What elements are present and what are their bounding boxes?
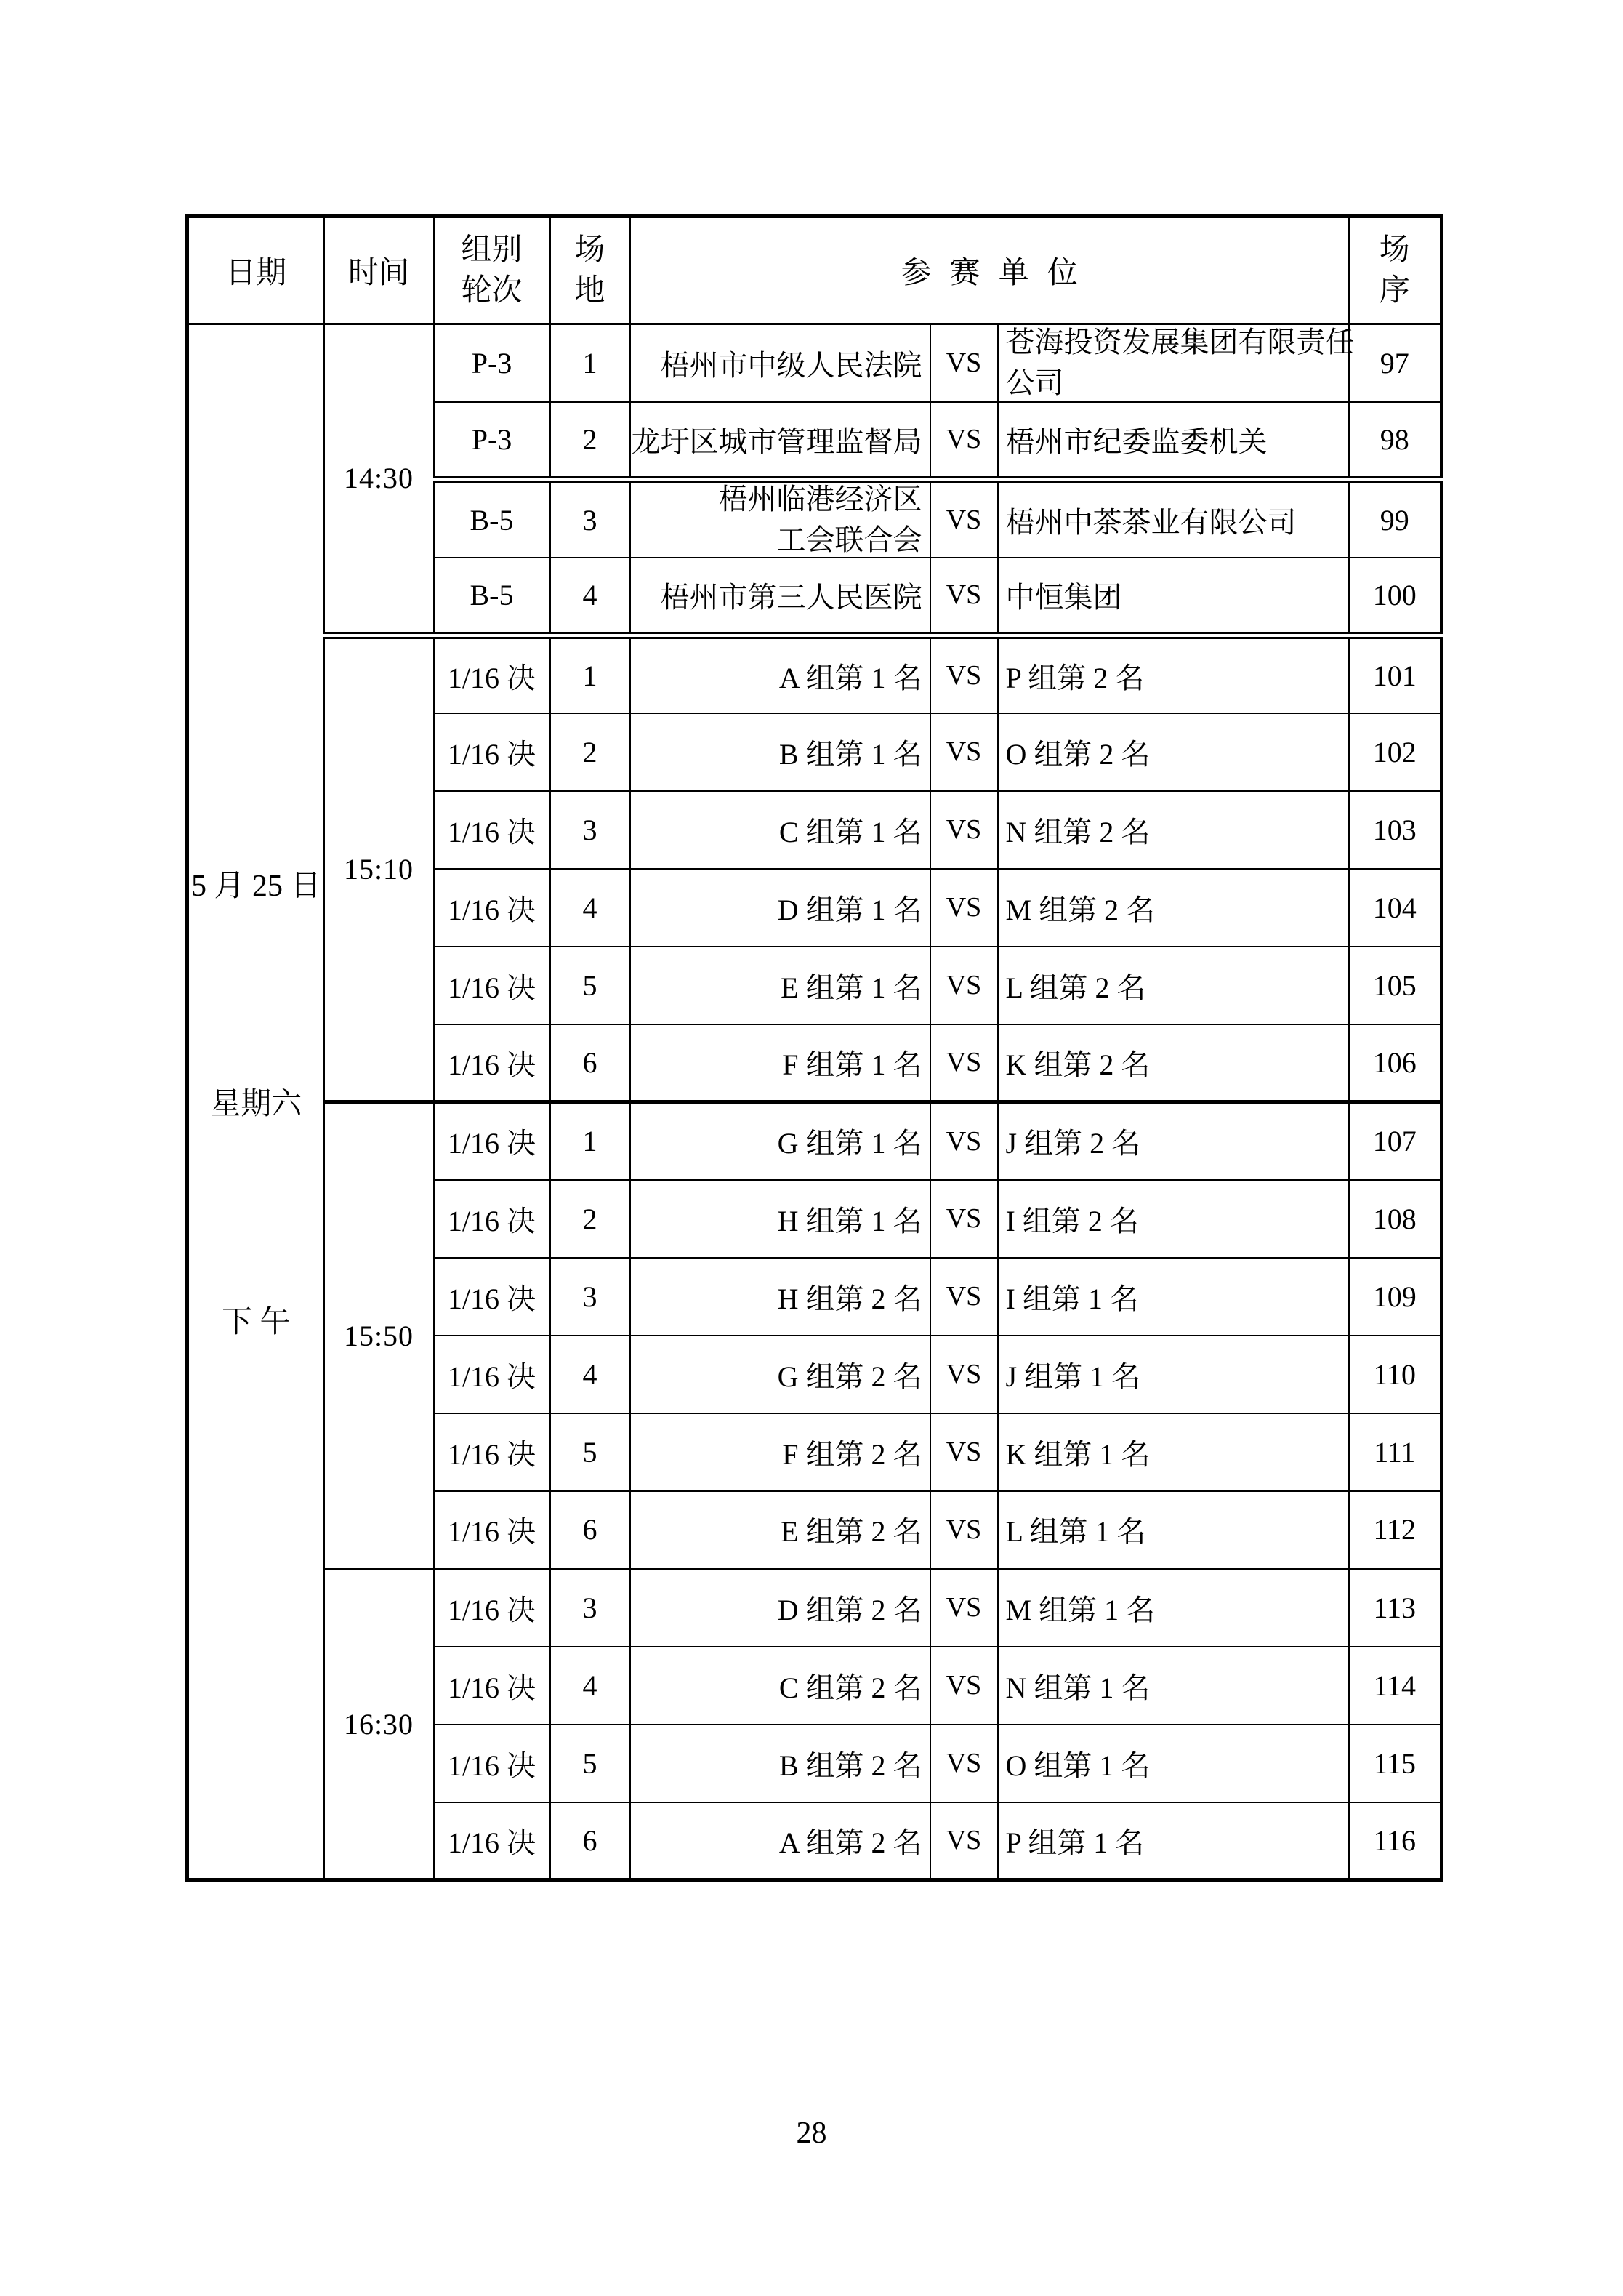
team1-line1: A 组第 1 名 [778, 661, 922, 694]
vs-cell: VS [930, 1647, 998, 1725]
group-round-cell: P-3 [434, 402, 550, 480]
vs-cell: VS [930, 324, 998, 402]
team2-cell [998, 1413, 1349, 1491]
match-number-cell: 116 [1349, 1802, 1442, 1880]
team2-text [1006, 1587, 1348, 1629]
team1-line1: D 组第 2 名 [777, 1593, 922, 1626]
group-round-cell: 1/16 决 [434, 1413, 550, 1491]
time-cell: 16:30 [324, 1569, 434, 1880]
court-cell: 4 [550, 869, 630, 947]
team2-text [1006, 1665, 1348, 1706]
group-round-cell: 1/16 决 [434, 1102, 550, 1180]
match-number-cell: 108 [1349, 1180, 1442, 1258]
team1-line1: E 组第 1 名 [781, 971, 922, 1004]
match-number-cell: 102 [1349, 713, 1442, 791]
team2-text [1006, 1509, 1348, 1550]
team1-cell [630, 947, 930, 1024]
team2-cell [998, 1647, 1349, 1725]
team1-line1: 梧州市中级人民法院 [660, 348, 922, 382]
vs-cell: VS [930, 1802, 998, 1880]
team1-text [631, 342, 922, 384]
group-round-cell: 1/16 决 [434, 635, 550, 713]
match-number-cell: 112 [1349, 1491, 1442, 1569]
team1-cell [630, 791, 930, 869]
team2-text [1006, 965, 1348, 1006]
team2-line1: N 组第 1 名 [1005, 1671, 1151, 1704]
team2-cell [998, 1491, 1349, 1569]
vs-cell: VS [930, 791, 998, 869]
group-round-cell: B-5 [434, 558, 550, 635]
header-row [188, 217, 1442, 324]
team1-cell [630, 402, 930, 480]
match-number-cell: 109 [1349, 1258, 1442, 1336]
court-cell: 6 [550, 1024, 630, 1102]
team1-text [631, 1509, 922, 1550]
team2-text [1006, 1276, 1348, 1317]
date-label: 5 月 25 日 [190, 870, 321, 903]
vs-cell: VS [930, 713, 998, 791]
team1-cell [630, 1258, 930, 1336]
team1-cell [630, 1413, 930, 1491]
court-cell: 5 [550, 947, 630, 1024]
court-cell: 5 [550, 1725, 630, 1802]
team2-line1: K 组第 1 名 [1005, 1437, 1151, 1471]
group-round-cell: 1/16 决 [434, 1647, 550, 1725]
team2-line1: J 组第 1 名 [1005, 1360, 1141, 1393]
header-match-number-line1: 场 [1379, 233, 1410, 267]
court-cell: 5 [550, 1413, 630, 1491]
team2-line1: M 组第 2 名 [1005, 893, 1156, 926]
header-court-line1: 场 [574, 233, 605, 267]
team2-text [1006, 655, 1348, 697]
match-number-cell: 104 [1349, 869, 1442, 947]
team1-text [719, 479, 922, 561]
date-stack [189, 862, 323, 1341]
team1-text [631, 1198, 922, 1240]
court-cell: 2 [550, 402, 630, 480]
group-round-cell: 1/16 决 [434, 791, 550, 869]
court-cell: 3 [550, 1258, 630, 1336]
header-court-line2: 地 [574, 274, 605, 308]
team1-line1: D 组第 1 名 [777, 893, 922, 926]
match-number-cell: 98 [1349, 402, 1442, 480]
match-number-cell: 113 [1349, 1569, 1442, 1647]
court-cell: 4 [550, 1336, 630, 1413]
team2-cell [998, 480, 1349, 558]
match-number-cell: 107 [1349, 1102, 1442, 1180]
team1-line1: E 组第 2 名 [781, 1515, 922, 1549]
team1-cell [630, 324, 930, 402]
match-number-cell: 100 [1349, 558, 1442, 635]
vs-cell: VS [930, 1336, 998, 1413]
team2-cell [998, 1569, 1349, 1647]
team1-text [631, 574, 922, 616]
match-row [188, 324, 1442, 402]
team2-cell [998, 947, 1349, 1024]
vs-cell: VS [930, 1491, 998, 1569]
team1-cell [630, 558, 930, 635]
team2-text [1006, 1743, 1348, 1784]
group-round-cell: 1/16 决 [434, 713, 550, 791]
team1-text [631, 1354, 922, 1395]
team2-cell [998, 324, 1355, 402]
header-date: 日期 [188, 217, 324, 324]
team2-cell [998, 1024, 1349, 1102]
team2-line1: O 组第 2 名 [1005, 737, 1151, 771]
match-row [188, 635, 1442, 713]
team1-line1: G 组第 1 名 [777, 1127, 922, 1160]
team2-text [1006, 1354, 1348, 1395]
team2-line1: 中恒集团 [1005, 580, 1122, 614]
team1-text [631, 1743, 922, 1784]
court-cell: 1 [550, 1102, 630, 1180]
court-cell: 3 [550, 791, 630, 869]
match-number-cell: 105 [1349, 947, 1442, 1024]
team1-line1: 梧州临港经济区 [718, 483, 922, 515]
page-number: 28 [796, 2116, 827, 2150]
team1-text [631, 419, 922, 460]
group-round-cell: 1/16 决 [434, 1258, 550, 1336]
team1-text [631, 655, 922, 697]
vs-cell: VS [930, 1569, 998, 1647]
team1-cell [630, 1180, 930, 1258]
team1-cell [630, 480, 930, 558]
vs-cell: VS [930, 1725, 998, 1802]
match-number-cell: 110 [1349, 1336, 1442, 1413]
team2-text [1006, 1432, 1348, 1473]
team1-text [631, 1587, 922, 1629]
group-round-cell: P-3 [434, 324, 550, 402]
team2-text [1006, 809, 1348, 851]
team1-text [631, 1820, 922, 1861]
date-cell [188, 324, 324, 1880]
team2-cell [998, 558, 1349, 635]
match-number-cell: 101 [1349, 635, 1442, 713]
team1-line1: C 组第 1 名 [778, 815, 922, 848]
time-cell: 14:30 [324, 324, 434, 635]
team2-line1: L 组第 1 名 [1005, 1515, 1146, 1549]
weekday-label: 星期六 [210, 1088, 302, 1121]
team2-cell [998, 1258, 1349, 1336]
group-round-cell: 1/16 决 [434, 1336, 550, 1413]
team1-text [631, 809, 922, 851]
court-cell: 6 [550, 1802, 630, 1880]
team1-text [631, 1432, 922, 1473]
court-cell: 1 [550, 324, 630, 402]
court-cell: 1 [550, 635, 630, 713]
group-round-cell: 1/16 决 [434, 1569, 550, 1647]
match-row [188, 1102, 1442, 1180]
group-round-cell: B-5 [434, 480, 550, 558]
team2-line1: N 组第 2 名 [1005, 815, 1151, 848]
header-group-round-line2: 轮次 [461, 274, 523, 308]
team2-line1: 梧州中茶茶业有限公司 [1005, 505, 1297, 539]
team1-text [631, 1042, 922, 1083]
header-court [550, 217, 630, 324]
team2-line1: 苍海投资发展集团有限责任 [1005, 326, 1355, 359]
team1-line1: B 组第 1 名 [778, 737, 922, 771]
team1-cell [630, 1802, 930, 1880]
vs-cell: VS [930, 480, 998, 558]
team2-line1: P 组第 2 名 [1005, 661, 1145, 694]
match-number-cell: 106 [1349, 1024, 1442, 1102]
team2-text [1006, 322, 1355, 404]
team2-line1: M 组第 1 名 [1005, 1593, 1156, 1626]
time-cell: 15:10 [324, 635, 434, 1102]
vs-cell: VS [930, 869, 998, 947]
team1-cell [630, 1336, 930, 1413]
vs-cell: VS [930, 635, 998, 713]
vs-cell: VS [930, 1102, 998, 1180]
team2-cell [998, 1102, 1349, 1180]
team1-cell [630, 1647, 930, 1725]
team2-cell [998, 1336, 1349, 1413]
match-number-cell: 103 [1349, 791, 1442, 869]
team1-cell [630, 1102, 930, 1180]
vs-cell: VS [930, 558, 998, 635]
court-cell: 4 [550, 558, 630, 635]
court-cell: 2 [550, 713, 630, 791]
team2-text [1006, 1120, 1348, 1162]
team1-line1: A 组第 2 名 [778, 1826, 922, 1859]
team1-line1: C 组第 2 名 [778, 1671, 922, 1704]
header-time: 时间 [324, 217, 434, 324]
team2-text [1006, 1820, 1348, 1861]
group-round-cell: 1/16 决 [434, 1491, 550, 1569]
team1-line1: H 组第 1 名 [777, 1204, 922, 1237]
team1-line1: 梧州市第三人民医院 [660, 580, 922, 614]
vs-cell: VS [930, 1180, 998, 1258]
team2-cell [998, 869, 1349, 947]
team2-cell [998, 402, 1349, 480]
team2-text [1006, 1042, 1348, 1083]
team1-cell [630, 1569, 930, 1647]
team1-text [631, 965, 922, 1006]
team1-line1: B 组第 2 名 [778, 1749, 922, 1782]
vs-cell: VS [930, 1413, 998, 1491]
team1-text [631, 1665, 922, 1706]
team2-cell [998, 1725, 1349, 1802]
vs-cell: VS [930, 947, 998, 1024]
team2-text [1006, 574, 1348, 616]
court-cell: 3 [550, 1569, 630, 1647]
team1-cell [630, 1491, 930, 1569]
team1-line1: 龙圩区城市管理监督局 [631, 425, 922, 458]
vs-cell: VS [930, 1258, 998, 1336]
team1-text [631, 1120, 922, 1162]
team1-line1: F 组第 1 名 [782, 1048, 922, 1081]
court-cell: 3 [550, 480, 630, 558]
team2-text [1006, 731, 1348, 773]
team1-cell [630, 635, 930, 713]
vs-cell: VS [930, 402, 998, 480]
header-group-round [434, 217, 550, 324]
group-round-cell: 1/16 决 [434, 869, 550, 947]
team2-line1: O 组第 1 名 [1005, 1749, 1151, 1782]
team2-line1: J 组第 2 名 [1005, 1127, 1141, 1160]
group-round-cell: 1/16 决 [434, 1024, 550, 1102]
team2-line1: K 组第 2 名 [1005, 1048, 1151, 1081]
team2-text [1006, 887, 1348, 928]
header-match-number-line2: 序 [1379, 274, 1410, 308]
team1-line1: F 组第 2 名 [782, 1437, 922, 1471]
team2-line2: 公司 [1005, 366, 1064, 400]
team2-line1: 梧州市纪委监委机关 [1005, 425, 1268, 458]
group-round-cell: 1/16 决 [434, 1802, 550, 1880]
team1-text [631, 731, 922, 773]
team1-text [631, 887, 922, 928]
team2-cell [998, 1802, 1349, 1880]
match-number-cell: 99 [1349, 480, 1442, 558]
team2-line1: P 组第 1 名 [1005, 1826, 1145, 1859]
team1-line2: 工会联合会 [776, 523, 922, 556]
team1-cell [630, 713, 930, 791]
header-group-round-line1: 组别 [461, 233, 523, 267]
team1-text [631, 1276, 922, 1317]
court-cell: 4 [550, 1647, 630, 1725]
team2-line1: L 组第 2 名 [1005, 971, 1146, 1004]
header-match-number [1349, 217, 1442, 324]
team2-text [1006, 419, 1348, 460]
schedule-table [185, 214, 1443, 1882]
court-cell: 2 [550, 1180, 630, 1258]
team2-text [1006, 1198, 1348, 1240]
court-cell: 6 [550, 1491, 630, 1569]
group-round-cell: 1/16 决 [434, 1725, 550, 1802]
time-cell: 15:50 [324, 1102, 434, 1569]
header-teams: 参赛单位 [630, 217, 1349, 324]
team2-text [1006, 499, 1348, 541]
team2-line1: I 组第 2 名 [1005, 1204, 1139, 1237]
match-number-cell: 114 [1349, 1647, 1442, 1725]
group-round-cell: 1/16 决 [434, 947, 550, 1024]
match-number-cell: 115 [1349, 1725, 1442, 1802]
team1-cell [630, 869, 930, 947]
team2-cell [998, 1180, 1349, 1258]
afternoon-label: 下 午 [221, 1306, 291, 1339]
team2-cell [998, 713, 1349, 791]
team1-line1: G 组第 2 名 [777, 1360, 922, 1393]
team2-cell [998, 635, 1349, 713]
team2-cell [998, 791, 1349, 869]
vs-cell: VS [930, 1024, 998, 1102]
team1-cell [630, 1024, 930, 1102]
team1-line1: H 组第 2 名 [777, 1282, 922, 1315]
match-number-cell: 111 [1349, 1413, 1442, 1491]
team2-line1: I 组第 1 名 [1005, 1282, 1139, 1315]
match-row [188, 1569, 1442, 1647]
team1-cell [630, 1725, 930, 1802]
match-number-cell: 97 [1349, 324, 1442, 402]
group-round-cell: 1/16 决 [434, 1180, 550, 1258]
